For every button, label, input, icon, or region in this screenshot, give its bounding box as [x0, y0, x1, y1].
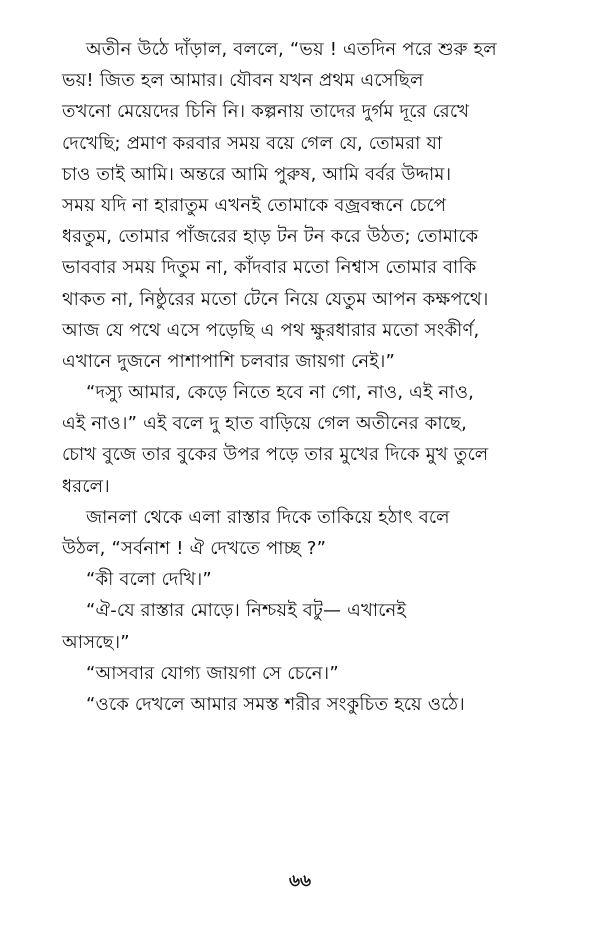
text-line: ভয়! জিত হল আমার। যৌবন যখন প্রথম এসেছিল [62, 70, 424, 92]
text-line: চাও তাই আমি। অন্তরে আমি পুরুষ, আমি বর্বর উদ্দাম। [62, 163, 452, 185]
text-line: অতীন উঠে দাঁড়াল, বললে, “ভয় ! এতদিন পরে শুরু হল [86, 39, 497, 60]
text-line: চোখ বুজে তার বুকের উপর পড়ে তার মুখের দিকে মুখ তুলে [62, 444, 489, 466]
page-number: ৬৬ [288, 871, 312, 891]
text-line: আসছে।” [62, 631, 130, 653]
text-line: “দস্যু আমার, কেড়ে নিতে হবে না গো, নাও, এই নাও, [86, 382, 475, 404]
text-line: দেখেছি; প্রমাণ করবার সময় বয়ে গেল যে, তোমরা যা [62, 132, 443, 154]
text-line: এই নাও।” এই বলে দু হাত বাড়িয়ে গেল অতীনের কাছে, [62, 413, 468, 435]
text-line: তখনো মেয়েদের চিনি নি। কল্পনায় তাদের দুর্গম দূরে রেখে [62, 101, 470, 123]
text-line: “ঐ-যে রাস্তার মোড়ে। নিশ্চয়ই বটু— এখানেই [86, 600, 407, 622]
text-line: “ওকে দেখলে আমার সমস্ত শরীর সংকুচিত হয়ে ওঠে। [86, 693, 465, 715]
text-line: এখানে দুজনে পাশাপাশি চলবার জায়গা নেই।” [62, 350, 395, 372]
text-line: জানলা থেকে এলা রাস্তার দিকে তাকিয়ে হঠাৎ বলে [86, 506, 450, 528]
text-line: থাকত না, নিষ্ঠুরের মতো টেনে নিয়ে যেতুম আপন কক্ষপথে। [62, 288, 489, 310]
text-line: সময় যদি না হারাতুম এখনই তোমাকে বজ্রবন্ধনে চেপে [62, 194, 447, 216]
text-line: “কী বলো দেখি।” [86, 569, 212, 591]
body-text [62, 34, 562, 720]
text-line: “আসবার যোগ্য জায়গা সে চেনে।” [86, 662, 339, 684]
text-line: আজ যে পথে এসে পড়েছি এ পথ ক্ষুরধারার মতো সংকীর্ণ, [62, 319, 480, 341]
text-line: ধরলে। [62, 475, 110, 497]
text-line: ধরতুম, তোমার পাঁজরের হাড় টন টন করে উঠত; তোমাকে [62, 226, 479, 248]
text-line: উঠল, “সর্বনাশ ! ঐ দেখতে পাচ্ছ ?” [62, 538, 327, 559]
text-line: ভাববার সময় দিতুম না, কাঁদবার মতো নিশ্বাস তোমার বাকি [62, 257, 477, 279]
